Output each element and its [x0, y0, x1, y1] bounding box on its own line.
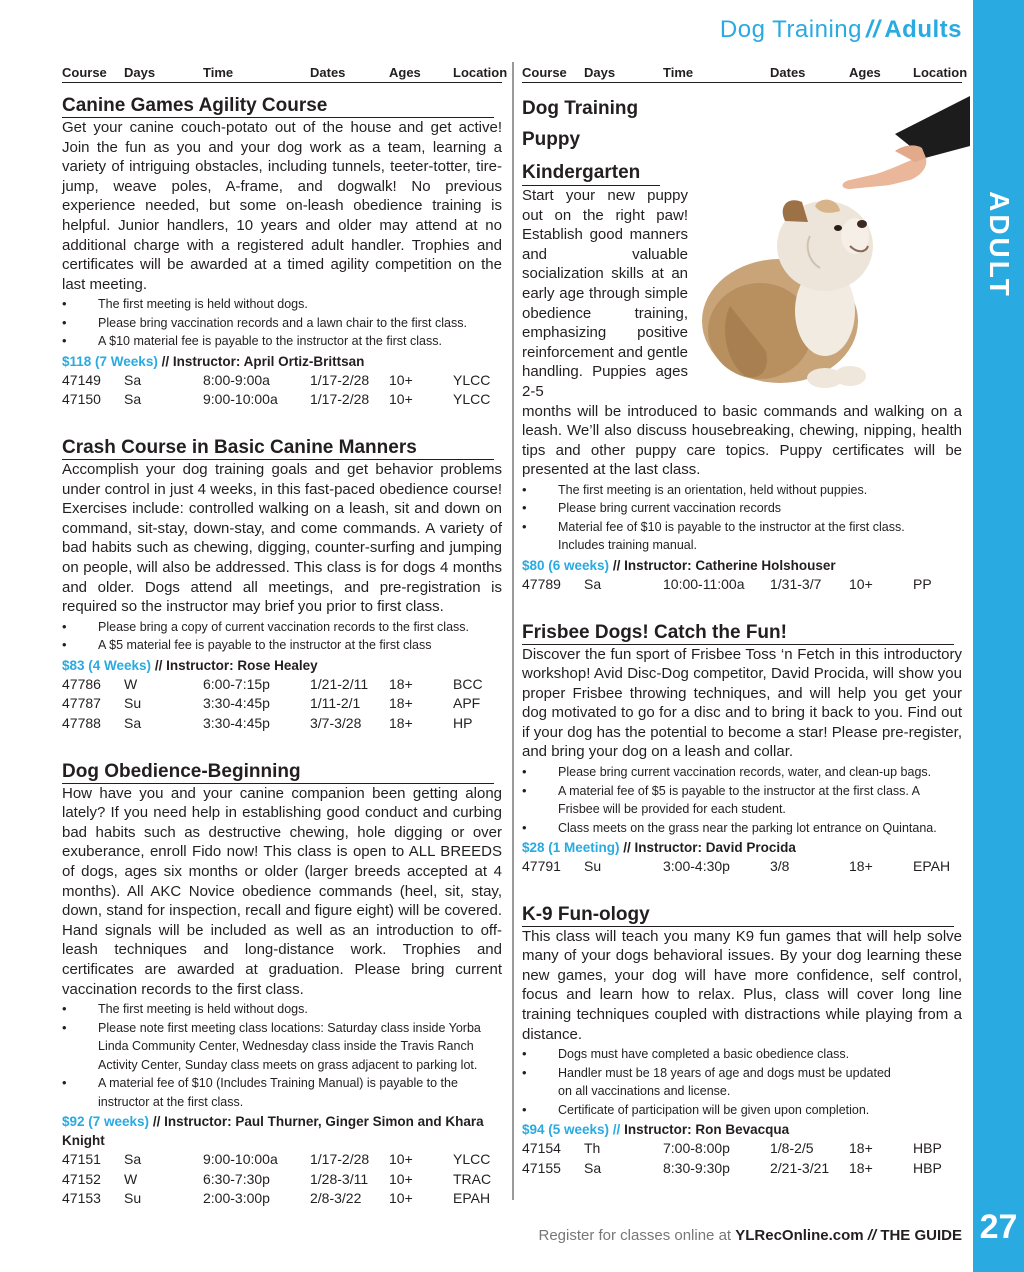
session-dates: 1/11-2/1 — [310, 695, 361, 712]
session-row — [62, 675, 502, 695]
table-header-left — [62, 64, 508, 83]
price-line — [62, 1112, 502, 1150]
course-title: Frisbee Dogs! Catch the Fun! — [522, 622, 954, 645]
course-description: This class will teach you many K9 fun games that will help solve many of your dogs behavioral issues. By your dog learning these new games, your dog will have more confidence, self control, focus and learn how to relax. Plus, class will cover long line training techniques coupled with distractions while playing from a distance. — [522, 927, 962, 1043]
session-ages: 18+ — [389, 714, 413, 731]
instructor: // Instructor: David Procida — [623, 840, 796, 856]
course-description-wide: months will be introduced to basic commands and walking on a leash. We’ll also discuss housebreaking, chewing, nipping, health tips and other puppy care topics. Puppy certificates will be presented at the last class. — [522, 402, 962, 479]
note-item: • Handler must be 18 years of age and dogs must be updated on all vaccinations and license. — [522, 1064, 962, 1101]
table-header-right — [522, 64, 968, 83]
price-line — [522, 1120, 962, 1139]
note-item: • The first meeting is held without dogs. — [62, 1000, 502, 1019]
price-line — [522, 556, 962, 575]
session-days: W — [124, 1170, 138, 1187]
note-item: • A $5 material fee is payable to the instructor at the first class — [62, 636, 502, 655]
price: $28 (1 Meeting) — [522, 840, 620, 856]
course-description: Get your canine couch-potato out of the house and get active! Join the fun as you and your dog work as a team, learning a variety of intriguing obstacles, including tunnels, teeter-totter, tire-jump, weave poles, A-frame, and dogwalk! No previous experience needed, but some on-leash obedience training is helpful. Junior handlers, 10 years and older may attend at no additional charge with a registered adult handler. Trophies and certificates will be awarded at a timed agility competition on the last meeting. — [62, 119, 502, 293]
header-section: Dog Training — [719, 16, 862, 43]
session-location: PP — [913, 575, 932, 592]
session-dates: 1/21-2/11 — [310, 675, 369, 692]
session-ages: 18+ — [849, 858, 873, 875]
session-location: HBP — [913, 1159, 942, 1176]
header-separator: // — [865, 16, 881, 43]
footer-separator: // — [867, 1227, 877, 1244]
course-description: Accomplish your dog training goals and get behavior problems under control in just 4 weeks, in this fast-paced obedience course! Exercises include: controlled walking on a leash, sit and down on command, sit-stay, down-stay, and come commands. A variety of bad habits such as chewing, digging, counter-surfing and jumping on people, will also be addressed. This class is for dogs 4 months and older. Dogs attend all meetings, and pre-registration is required so the instructor may brief you prior to first class. — [62, 461, 502, 616]
session-days: Su — [584, 858, 602, 875]
session-time: 7:00-8:00p — [663, 1140, 730, 1157]
session-dates: 1/8-2/5 — [770, 1140, 814, 1157]
session-course: 47786 — [62, 675, 101, 692]
page-footer — [538, 1227, 962, 1244]
session-row — [522, 1139, 962, 1159]
session-course: 47789 — [522, 575, 561, 592]
side-tab — [973, 190, 1024, 300]
session-days: Su — [124, 695, 142, 712]
session-dates: 2/21-3/21 — [770, 1159, 830, 1176]
title-line: Puppy — [522, 129, 581, 150]
session-course: 47788 — [62, 714, 101, 731]
course-description: Discover the fun sport of Frisbee Toss ‘n Fetch in this introductory workshop! Avid Disc-Dog competitor, David Procida, will show you proper Frisbee throwing techniques, and will help you get your dog motivated to go for a disc and to bring it back to you. Find out if your dog has the potential to become a star! Please pre-register, and bring your dog on a leash and collar. — [522, 645, 962, 761]
footer-site-link[interactable]: YLRecOnline.com — [735, 1227, 864, 1244]
session-location: YLCC — [453, 1151, 491, 1168]
instructor: // Instructor: April Ortiz-Brittsan — [161, 353, 365, 369]
session-row — [62, 1150, 502, 1170]
session-row — [62, 714, 502, 734]
session-time: 6:30-7:30p — [203, 1170, 270, 1187]
page-number: 27 — [979, 1208, 1018, 1246]
session-dates: 1/31-3/7 — [770, 575, 822, 592]
course-k9-funology — [522, 904, 962, 1179]
th-ages: Ages — [849, 65, 881, 80]
session-dates: 2/8-3/22 — [310, 1190, 362, 1207]
th-dates: Dates — [770, 65, 806, 80]
page-header-title — [720, 16, 962, 44]
course-frisbee-dogs — [522, 622, 962, 877]
session-row — [522, 857, 962, 877]
note-item: • Please bring current vaccination records — [522, 499, 962, 518]
session-course: 47155 — [522, 1159, 561, 1176]
note-item: • Please bring current vaccination records, water, and clean-up bags. — [522, 763, 962, 782]
footer-guide: THE GUIDE — [880, 1227, 962, 1244]
session-time: 3:00-4:30p — [663, 858, 730, 875]
price: $94 (5 weeks) // — [522, 1122, 621, 1138]
course-obedience-beginning — [62, 761, 502, 1209]
session-location: APF — [453, 695, 481, 712]
th-course: Course — [522, 65, 567, 80]
course-description-narrow: Start your new puppy out on the right paw! Establish good manners and valuable socialization skills at an early age through simple obedience training, emphasizing positive reinforcement and gentle handling. Puppies ages 2-5 — [522, 187, 688, 400]
th-course: Course — [62, 65, 107, 80]
header-audience: Adults — [884, 16, 962, 43]
session-time: 2:00-3:00p — [203, 1190, 270, 1207]
instructor: // Instructor: Catherine Holshouser — [612, 557, 836, 573]
session-time: 6:00-7:15p — [203, 675, 270, 692]
session-ages: 18+ — [849, 1159, 873, 1176]
session-location: YLCC — [453, 371, 491, 388]
note-item: • Class meets on the grass near the parking lot entrance on Quintana. — [522, 819, 962, 838]
session-row — [62, 694, 502, 714]
session-course: 47150 — [62, 391, 101, 408]
session-location: HP — [453, 714, 473, 731]
session-location: YLCC — [453, 391, 491, 408]
session-course: 47149 — [62, 371, 101, 388]
th-dates: Dates — [310, 65, 346, 80]
session-ages: 10+ — [389, 1190, 413, 1207]
course-notes — [62, 618, 502, 655]
session-course: 47151 — [62, 1151, 101, 1168]
title-line: Dog Training — [522, 98, 639, 119]
course-notes — [62, 1000, 502, 1111]
course-notes — [522, 1045, 962, 1119]
session-location: HBP — [913, 1140, 942, 1157]
session-ages: 18+ — [389, 675, 413, 692]
price: $118 (7 Weeks) — [62, 353, 158, 369]
session-row — [62, 390, 502, 410]
session-time: 3:30-4:45p — [203, 695, 270, 712]
session-ages: 18+ — [849, 1140, 873, 1157]
course-title — [522, 93, 660, 186]
course-title: Dog Obedience-Beginning — [62, 761, 494, 784]
column-divider — [512, 62, 514, 1200]
session-time: 3:30-4:45p — [203, 714, 270, 731]
course-notes — [522, 481, 962, 555]
session-days: W — [124, 675, 138, 692]
note-item: • Dogs must have completed a basic obedience class. — [522, 1045, 962, 1064]
session-course: 47152 — [62, 1170, 101, 1187]
session-row — [62, 371, 502, 391]
instructor: Instructor: Ron Bevacqua — [624, 1122, 790, 1138]
note-item: • Material fee of $10 is payable to the instructor at the first class. Includes training manual. — [522, 518, 962, 555]
session-course: 47787 — [62, 695, 101, 712]
note-item: • Certificate of participation will be given upon completion. — [522, 1101, 962, 1120]
session-days: Sa — [124, 714, 142, 731]
course-notes — [522, 763, 962, 837]
session-days: Sa — [124, 371, 142, 388]
course-description: How have you and your canine companion been getting along lately? If you need help in establishing good conduct and curbing bad habits such as destructive chewing, hole digging or over exuberance, enroll Fido now! This class is open to ALL BREEDS of dogs, ages six months or older (larger breeds accepted at 4 months). All AKC Novice obedience commands (heel, sit, stay, down, stand for inspection, recall and figure eight) will be covered. Hand signals will be included as well as an introduction to off-leash techniques and long-distance work. Trophies and certificates are awarded at graduation. Please bring current vaccination records to the first class. — [62, 784, 502, 998]
session-ages: 18+ — [389, 695, 413, 712]
price: $92 (7 weeks) — [62, 1114, 150, 1130]
instructor: // Instructor: Paul Thurner, Ginger Simon and Khara Knight — [62, 1114, 484, 1149]
th-days: Days — [584, 65, 616, 80]
session-days: Sa — [124, 1151, 142, 1168]
session-row — [522, 575, 962, 595]
session-location: BCC — [453, 675, 483, 692]
instructor: // Instructor: Rose Healey — [154, 657, 318, 673]
session-ages: 10+ — [389, 371, 413, 388]
course-title: Crash Course in Basic Canine Manners — [62, 437, 494, 460]
note-item: • Please bring vaccination records and a lawn chair to the first class. — [62, 314, 502, 333]
session-row — [62, 1170, 502, 1190]
note-item: • The first meeting is an orientation, held without puppies. — [522, 481, 962, 500]
session-dates: 3/8 — [770, 858, 790, 875]
session-time: 9:00-10:00a — [203, 391, 278, 408]
note-item: • A material fee of $5 is payable to the instructor at the first class. A Frisbee will be provided for each student. — [522, 782, 962, 819]
session-row — [522, 1159, 962, 1179]
note-item: • Please bring a copy of current vaccination records to the first class. — [62, 618, 502, 637]
session-dates: 1/28-3/11 — [310, 1170, 369, 1187]
left-column — [62, 64, 508, 1209]
side-tab-label: ADULT — [983, 191, 1015, 299]
session-days: Su — [124, 1190, 142, 1207]
session-ages: 10+ — [389, 391, 413, 408]
price-line — [62, 352, 502, 371]
session-ages: 10+ — [849, 575, 873, 592]
th-time: Time — [663, 65, 694, 80]
session-days: Th — [584, 1140, 601, 1157]
session-time: 8:00-9:00a — [203, 371, 270, 388]
course-puppy-kindergarten — [522, 93, 962, 595]
course-notes — [62, 295, 502, 351]
th-location: Location — [913, 65, 968, 80]
right-column — [522, 64, 968, 1178]
th-days: Days — [124, 65, 156, 80]
course-canine-games — [62, 95, 502, 410]
note-item: • Please note first meeting class locations: Saturday class inside Yorba Linda Community Center, Wednesday class inside the Travis Ranch Activity Center, Sunday class meets on grass adjacent to parking lot. — [62, 1019, 502, 1075]
session-ages: 10+ — [389, 1170, 413, 1187]
session-dates: 1/17-2/28 — [310, 391, 370, 408]
session-dates: 1/17-2/28 — [310, 1151, 370, 1168]
price: $80 (6 weeks) — [522, 557, 610, 573]
course-title: Canine Games Agility Course — [62, 95, 494, 118]
session-course: 47791 — [522, 858, 561, 875]
session-course: 47153 — [62, 1190, 101, 1207]
session-location: EPAH — [913, 858, 951, 875]
th-ages: Ages — [389, 65, 421, 80]
session-row — [62, 1189, 502, 1209]
note-item: • A $10 material fee is payable to the instructor at the first class. — [62, 332, 502, 351]
session-days: Sa — [124, 391, 142, 408]
footer-text: Register for classes online at — [538, 1227, 732, 1244]
session-course: 47154 — [522, 1140, 561, 1157]
note-item: • A material fee of $10 (Includes Training Manual) is payable to the instructor at the first class. — [62, 1074, 502, 1111]
session-time: 9:00-10:00a — [203, 1151, 278, 1168]
session-time: 8:30-9:30p — [663, 1159, 730, 1176]
session-days: Sa — [584, 575, 602, 592]
course-title: K-9 Fun-ology — [522, 904, 954, 927]
session-dates: 3/7-3/28 — [310, 714, 362, 731]
note-item: • The first meeting is held without dogs. — [62, 295, 502, 314]
session-dates: 1/17-2/28 — [310, 371, 370, 388]
session-ages: 10+ — [389, 1151, 413, 1168]
price-line — [62, 656, 502, 675]
th-location: Location — [453, 65, 508, 80]
session-location: TRAC — [453, 1170, 492, 1187]
title-line: Kindergarten — [522, 155, 660, 186]
price: $83 (4 Weeks) — [62, 657, 152, 673]
price-line — [522, 838, 962, 857]
session-location: EPAH — [453, 1190, 491, 1207]
session-time: 10:00-11:00a — [663, 575, 745, 592]
course-crash-course — [62, 437, 502, 734]
session-days: Sa — [584, 1159, 602, 1176]
th-time: Time — [203, 65, 234, 80]
